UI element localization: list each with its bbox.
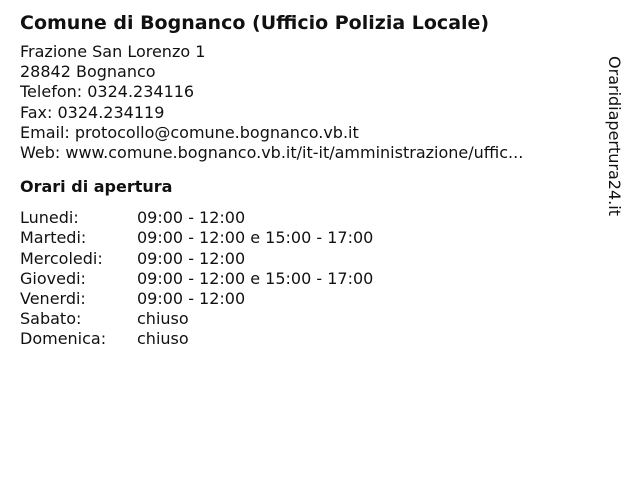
opening-hours-list bbox=[20, 208, 600, 349]
street-address: Frazione San Lorenzo 1 bbox=[20, 42, 206, 61]
hours-row bbox=[20, 309, 600, 329]
email-address: Email: protocollo@comune.bognanco.vb.it bbox=[20, 122, 359, 142]
opening-hours-heading: Orari di apertura bbox=[20, 177, 173, 197]
day-label: Mercoledi: bbox=[20, 248, 103, 268]
hours-value: 09:00 - 12:00 bbox=[137, 248, 246, 268]
hours-row bbox=[20, 269, 600, 289]
hours-row bbox=[20, 289, 600, 309]
day-label: Martedi: bbox=[20, 228, 87, 248]
hours-value: 09:00 - 12:00 bbox=[137, 208, 246, 228]
office-info-panel bbox=[20, 10, 600, 350]
hours-value: chiuso bbox=[137, 309, 189, 329]
page-title: Comune di Bognanco (Ufficio Polizia Locale) bbox=[20, 12, 490, 34]
hours-value: chiuso bbox=[137, 329, 189, 349]
hours-row bbox=[20, 208, 600, 228]
fax-number: Fax: 0324.234119 bbox=[20, 102, 165, 122]
hours-row bbox=[20, 249, 600, 269]
phone-number: Telefon: 0324.234116 bbox=[20, 82, 195, 102]
site-brand-watermark bbox=[604, 56, 624, 216]
hours-row bbox=[20, 228, 600, 248]
contact-block bbox=[20, 42, 600, 163]
hours-value: 09:00 - 12:00 e 15:00 - 17:00 bbox=[137, 268, 374, 288]
website-link: Web: www.comune.bognanco.vb.it/it-it/amministrazione/uffic... bbox=[20, 143, 524, 163]
hours-row bbox=[20, 329, 600, 349]
city-postal: 28842 Bognanco bbox=[20, 62, 156, 82]
hours-value: 09:00 - 12:00 bbox=[137, 288, 246, 308]
brand-text: Oraridiapertura24.it bbox=[605, 56, 624, 216]
day-label: Giovedi: bbox=[20, 268, 86, 288]
day-label: Venerdi: bbox=[20, 288, 86, 308]
day-label: Lunedi: bbox=[20, 208, 79, 228]
day-label: Sabato: bbox=[20, 309, 82, 329]
hours-value: 09:00 - 12:00 e 15:00 - 17:00 bbox=[137, 228, 374, 248]
day-label: Domenica: bbox=[20, 329, 107, 349]
